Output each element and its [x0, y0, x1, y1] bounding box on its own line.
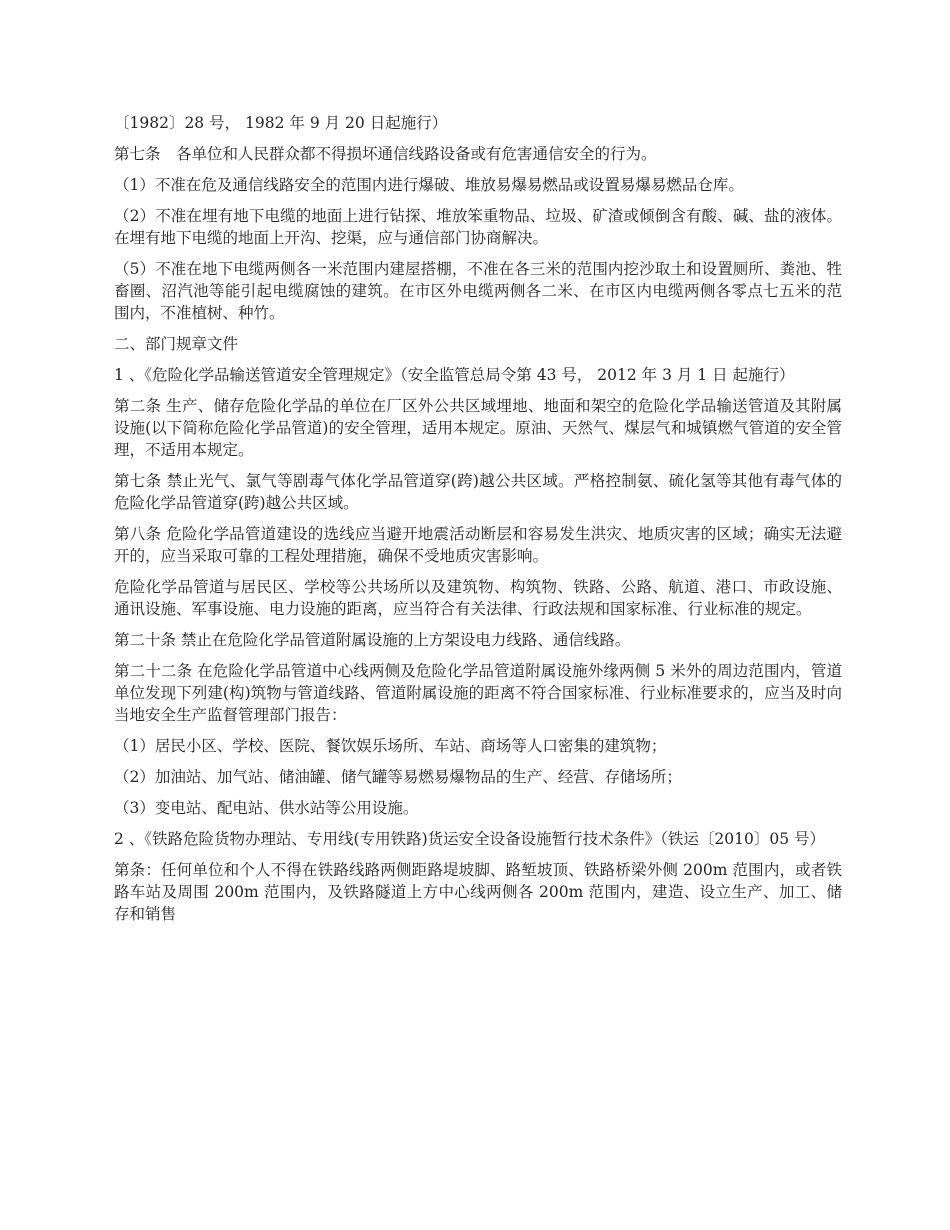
paragraph-list-item-3: （3）变电站、配电站、供水站等公用设施。	[114, 799, 419, 817]
paragraph-decree-date: 〔1982〕28 号， 1982 年 9 月 20 日起施行）	[114, 114, 448, 132]
paragraph-article-2-scope: 第二条 生产、储存危险化学品的单位在厂区外公共区域埋地、地面和架空的危险化学品输送管道及其附属设施(以下简称危险化学品管道)的安全管理，适用本规定。原油、天然气、煤层气和城镇燃气管道的安全管理，不适用本规定。	[114, 397, 842, 459]
paragraph-regulation-1-title: 1 、《危险化学品输送管道安全管理规定》（安全监管总局令第 43 号， 2012 年 3 月 1 日 起施行）	[114, 366, 795, 384]
section-heading-regulations: 二、部门规章文件	[114, 335, 239, 353]
paragraph-article-20: 第二十条 禁止在危险化学品管道附属设施的上方架设电力线路、通信线路。	[114, 631, 631, 649]
paragraph-item-5-buildings: （5）不准在地下电缆两侧各一米范围内建屋搭棚，不准在各三米的范围内挖沙取土和设置厕所、粪池、牲畜圈、沼汽池等能引起电缆腐蚀的建筑。在市区外电缆两侧各二米、在市区内电缆两侧各零点七五米的范围内，不准植树、种竹。	[114, 260, 842, 322]
paragraph-article-8-route: 第八条 危险化学品管道建设的选线应当避开地震活动断层和容易发生洪灾、地质灾害的区域；确实无法避开的，应当采取可靠的工程处理措施，确保不受地质灾害影响。	[114, 525, 842, 565]
document-page	[114, 112, 842, 934]
paragraph-item-2-drilling: （2）不准在埋有地下电缆的地面上进行钻探、堆放笨重物品、垃圾、矿渣或倾倒含有酸、碱、盐的液体。在埋有地下电缆的地面上开沟、挖渠，应与通信部门协商解决。	[114, 207, 842, 247]
paragraph-pipeline-distance: 危险化学品管道与居民区、学校等公共场所以及建筑物、构筑物、铁路、公路、航道、港口、市政设施、通讯设施、军事设施、电力设施的距离，应当符合有关法律、行政法规和国家标准、行业标准的规定。	[114, 578, 842, 618]
paragraph-list-item-2: （2）加油站、加气站、储油罐、储气罐等易燃易爆物品的生产、经营、存储场所；	[114, 768, 682, 786]
paragraph-article-22: 第二十二条 在危险化学品管道中心线两侧及危险化学品管道附属设施外缘两侧 5 米外的周边范围内，管道单位发现下列建(构)筑物与管道线路、管道附属设施的距离不符合国家标准、行业标准要求的，应当及时向当地安全生产监督管理部门报告：	[114, 662, 842, 724]
paragraph-article-7-telecom: 第七条 各单位和人民群众都不得损坏通信线路设备或有危害通信安全的行为。	[114, 145, 657, 163]
paragraph-regulation-2-title: 2 、《铁路危险货物办理站、专用线(专用铁路)货运安全设备设施暂行技术条件》（铁运〔2010〕05 号）	[114, 830, 825, 848]
paragraph-list-item-1: （1）居民小区、学校、医院、餐饮娱乐场所、车站、商场等人口密集的建筑物；	[114, 737, 667, 755]
paragraph-article-7-toxic-gas: 第七条 禁止光气、氯气等剧毒气体化学品管道穿(跨)越公共区域。严格控制氨、硫化氢等其他有毒气体的危险化学品管道穿(跨)越公共区域。	[114, 472, 842, 512]
paragraph-railway-article: 第条：任何单位和个人不得在铁路线路两侧距路堤坡脚、路堑坡顶、铁路桥梁外侧 200m 范围内，或者铁路车站及周围 200m 范围内，及铁路隧道上方中心线两侧各 200m 范围内，建造、设立生产、加工、储存和销售	[114, 861, 842, 923]
paragraph-item-1-blasting: （1）不准在危及通信线路安全的范围内进行爆破、堆放易爆易燃品或设置易爆易燃品仓库。	[114, 176, 744, 194]
